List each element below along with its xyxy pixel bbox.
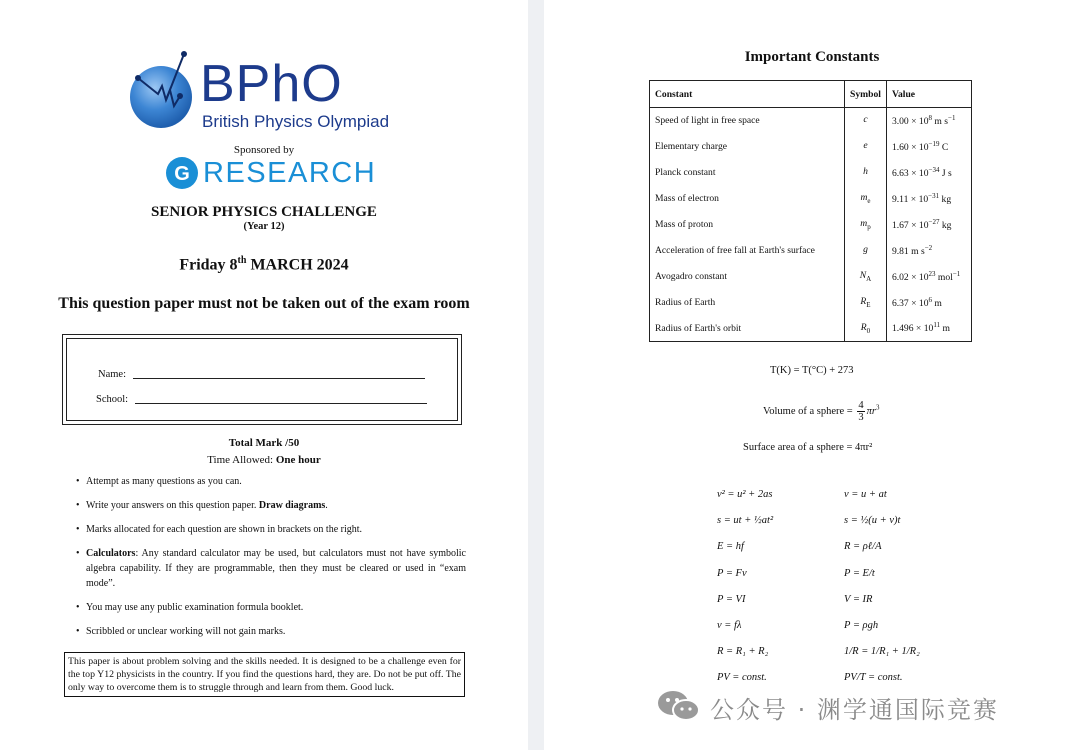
constant-value: $6.37 \times 10^6$ m [886,289,971,315]
constant-symbol: c [845,108,887,134]
g-badge-letter: G [174,163,190,185]
list-item: • Write your answers on this question paper. Draw diagrams. [76,498,466,513]
equation: s = ut + ½at² [717,515,774,527]
equation: P = ρgh [844,620,879,631]
table-row [650,212,972,238]
constant-symbol: $R_E$ [845,289,887,315]
table-row [650,108,972,134]
constant-name: Radius of Earth's orbit [650,315,845,341]
constant-name: Radius of Earth [650,289,845,315]
list-item: • You may use any public examination formula booklet. [76,600,466,615]
wechat-watermark [656,688,1056,728]
constant-symbol: $m_p$ [845,212,887,238]
exam-room-warning: This question paper must not be taken out of the exam room [58,295,470,312]
constant-symbol: $R_0$ [845,315,887,341]
notice-box: This paper is about problem solving and the skills needed. It is designed to be a challenge even for the top Y12 physicists in the country. If you find the questions hard, they are. Do not be put off. The only way to overcome them is to struggle through and learn from them. Good luck. [64,652,465,697]
equation: PV/T = const. [844,672,903,684]
constant-name: Mass of electron [650,186,845,212]
date-sup: th [237,255,247,266]
constant-name: Elementary charge [650,134,845,160]
constant-name: Mass of proton [650,212,845,238]
school-label: School: [96,394,129,405]
equation: 1/R = 1/R₁ + 1/R₂ [844,646,920,658]
kelvin-formula: T(K) = T(°C) + 273 [770,365,854,376]
list-item: • Calculators: Any standard calculator may be used, but calculators must not have symbolic algebra capability. If they are programmable, then they must be cleared or used in “exam mode”. [76,546,466,591]
instructions-list [76,474,466,639]
constants-table [649,80,972,342]
table-row [650,237,972,263]
header-symbol: Symbol [845,81,887,108]
constant-value: $6.63 \times 10^{-34}$ J s [886,160,971,186]
constant-symbol: $m_e$ [845,186,887,212]
equation: P = E/t [844,567,875,579]
constant-name: Acceleration of free fall at Earth's surface [650,237,845,263]
constant-symbol: h [845,160,887,186]
constant-value: $1.496 \times 10^{11}$ m [886,315,971,341]
date-prefix: Friday 8 [179,256,238,274]
g-research-badge-icon [165,156,199,190]
table-row [650,186,972,212]
table-row [650,134,972,160]
equation: R = ρℓ/A [844,541,882,553]
header-value: Value [886,81,971,108]
bpho-wordmark: BPhO [200,55,343,113]
constant-symbol: e [845,134,887,160]
equation: PV = const. [717,672,767,684]
exam-title: SENIOR PHYSICS CHALLENGE [151,204,377,220]
table-row [650,160,972,186]
constants-page [544,0,1080,750]
equation: v = u + at [844,489,887,500]
bpho-subtitle: British Physics Olympiad [202,112,390,131]
list-item: • Marks allocated for each question are shown in brackets on the right. [76,522,466,537]
research-wordmark: RESEARCH [203,157,377,189]
sphere-area-formula: Surface area of a sphere = 4πr² [743,442,873,453]
watermark-text: 公众号 · 渊学通国际竞赛 [710,696,999,724]
constant-value: $6.02 \times 10^{23}$ mol$^{-1}$ [886,263,971,289]
equation: s = ½(u + v)t [844,515,901,527]
constant-symbol: $N_A$ [845,263,887,289]
constant-value: $1.60 \times 10^{-19}$ C [886,134,971,160]
g-research-logo [165,156,377,190]
time-allowed-label: Time Allowed: [207,454,276,466]
bpho-atom-icon [128,50,200,130]
constant-value: $3.00 \times 10^8$ m $s^{-1}$ [886,108,971,134]
constants-table-body [650,108,972,342]
constant-name: Speed of light in free space [650,108,845,134]
exam-year: (Year 12) [243,221,285,232]
name-field[interactable] [133,378,425,379]
equation: v² = u² + 2as [717,489,773,500]
school-field[interactable] [135,403,427,404]
date-suffix: MARCH 2024 [246,256,349,274]
sponsored-by-label: Sponsored by [233,144,295,156]
constants-heading: Important Constants [744,49,880,65]
candidate-details-box [62,334,462,425]
list-item: • Attempt as many questions as you can. [76,474,466,489]
time-allowed [0,454,528,466]
equation: V = IR [844,593,873,605]
constant-name: Avogadro constant [650,263,845,289]
equation: E = hf [717,541,744,553]
constant-value: 9.81 m $s^{-2}$ [886,237,971,263]
table-header-row [650,81,972,108]
bpho-logo [128,50,408,140]
list-item: • Scribbled or unclear working will not gain marks. [76,624,466,639]
table-row [650,263,972,289]
equation: R = R₁ + R₂ [717,646,769,658]
header-constant: Constant [650,81,845,108]
sphere-volume-formula: Volume of a sphere = 4 $3\pi r^3$ [763,400,880,423]
wechat-icon [656,688,702,724]
total-mark: Total Mark /50 [228,437,300,449]
equation: v = fλ [717,620,742,631]
table-row [650,315,972,341]
table-row [650,289,972,315]
exam-cover-page [0,0,528,750]
constant-value: $1.67 \times 10^{-27}$ kg [886,212,971,238]
equation: P = Fv [717,567,747,579]
name-label: Name: [98,369,126,380]
equation: P = VI [717,593,746,605]
time-allowed-value: One hour [275,454,321,466]
constant-symbol: g [845,237,887,263]
constant-value: $9.11 \times 10^{-31}$ kg [886,186,971,212]
constant-name: Planck constant [650,160,845,186]
exam-date [0,255,528,274]
sphere-volume-label: Volume of a sphere = [763,405,853,417]
